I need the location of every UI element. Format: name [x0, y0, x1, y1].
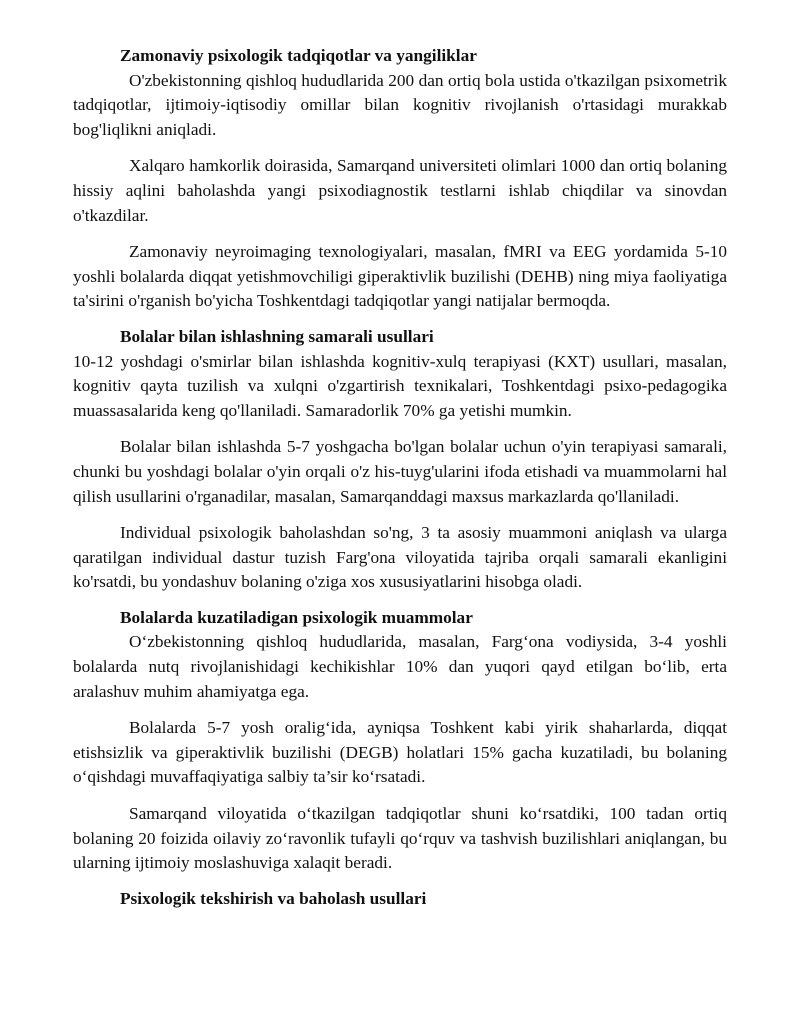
- section-heading-assessment-methods: Psixologik tekshirish va baholash usullari: [120, 888, 427, 908]
- document-page: [73, 44, 727, 911]
- paragraph: Bolalar bilan ishlashda 5-7 yoshgacha bo'lgan bolalar uchun o'yin terapiyasi samarali, chunki bu yoshdagi bolalar o'yin orqali o'z his-tuyg'ularini ifoda etishadi va muammolarni hal qilish usullarini o'rganadilar, masalan, Samarqanddagi maxsus markazlarda qo'llaniladi.: [73, 437, 727, 506]
- paragraph: O'zbekistonning qishloq hududlarida 200 dan ortiq bola ustida o'tkazilgan psixometrik tadqiqotlar, ijtimoiy-iqtisodiy omillar bilan kognitiv rivojlanish o'rtasidagi murakkab bog'liqlikni aniqladi.: [73, 70, 727, 139]
- paragraph: 10-12 yoshdagi o'smirlar bilan ishlashda kognitiv-xulq terapiyasi (KXT) usullari, masalan, kognitiv qayta tuzilish va xulqni o'zgartirish texnikalari, Toshkentdagi psixo-pedagogika muassasalarida keng qo'llaniladi. Samaradorlik 70% ga yetishi mumkin.: [73, 351, 727, 420]
- paragraph: O‘zbekistonning qishloq hududlarida, masalan, Farg‘ona vodiysida, 3-4 yoshli bolalarda nutq rivojlanishidagi kechikishlar 10% dan yuqori qayd etilgan bo‘lib, erta aralashuv muhim ahamiyatga ega.: [73, 632, 727, 701]
- paragraph: Xalqaro hamkorlik doirasida, Samarqand universiteti olimlari 1000 dan ortiq bolaning hissiy aqlini baholashda yangi psixodiagnostik testlarni ishlab chiqdilar va sinovdan o'tkazdilar.: [73, 156, 727, 225]
- paragraph: Bolalarda 5-7 yosh oralig‘ida, ayniqsa Toshkent kabi yirik shaharlarda, diqqat etishsizlik va giperaktivlik buzilishi (DEGB) holatlari 15% gacha kuzatiladi, bu bolaning o‘qishdagi muvaffaqiyatiga salbiy ta’sir ko‘rsatadi.: [73, 718, 727, 787]
- paragraph: Individual psixologik baholashdan so'ng, 3 ta asosiy muammoni aniqlash va ularga qaratilgan individual dastur tuzish Farg'ona viloyatida tajriba orqali samarali ekanligini ko'rsatdi, bu yondashuv bolaning o'ziga xos xususiyatlarini hisobga oladi.: [73, 523, 727, 592]
- paragraph: Samarqand viloyatida o‘tkazilgan tadqiqotlar shuni ko‘rsatdiki, 100 tadan ortiq bolaning 20 foizida oilaviy zo‘ravonlik tufayli qo‘rquv va tashvish buzilishlari aniqlangan, bu ularning ijtimoiy moslashuviga xalaqit beradi.: [73, 804, 727, 873]
- section-heading-modern-research: Zamonaviy psixologik tadqiqotlar va yangiliklar: [120, 46, 477, 65]
- paragraph: Zamonaviy neyroimaging texnologiyalari, masalan, fMRI va EEG yordamida 5-10 yoshli bolalarda diqqat yetishmovchiligi giperaktivlik buzilishi (DEHB) ning miya faoliyatiga ta'sirini o'rganish bo'yicha Toshkentdagi tadqiqotlar yangi natijalar bermoqda.: [73, 242, 727, 311]
- section-heading-observed-problems: Bolalarda kuzatiladigan psixologik muammolar: [120, 607, 473, 627]
- section-heading-effective-methods: Bolalar bilan ishlashning samarali usullari: [120, 326, 434, 346]
